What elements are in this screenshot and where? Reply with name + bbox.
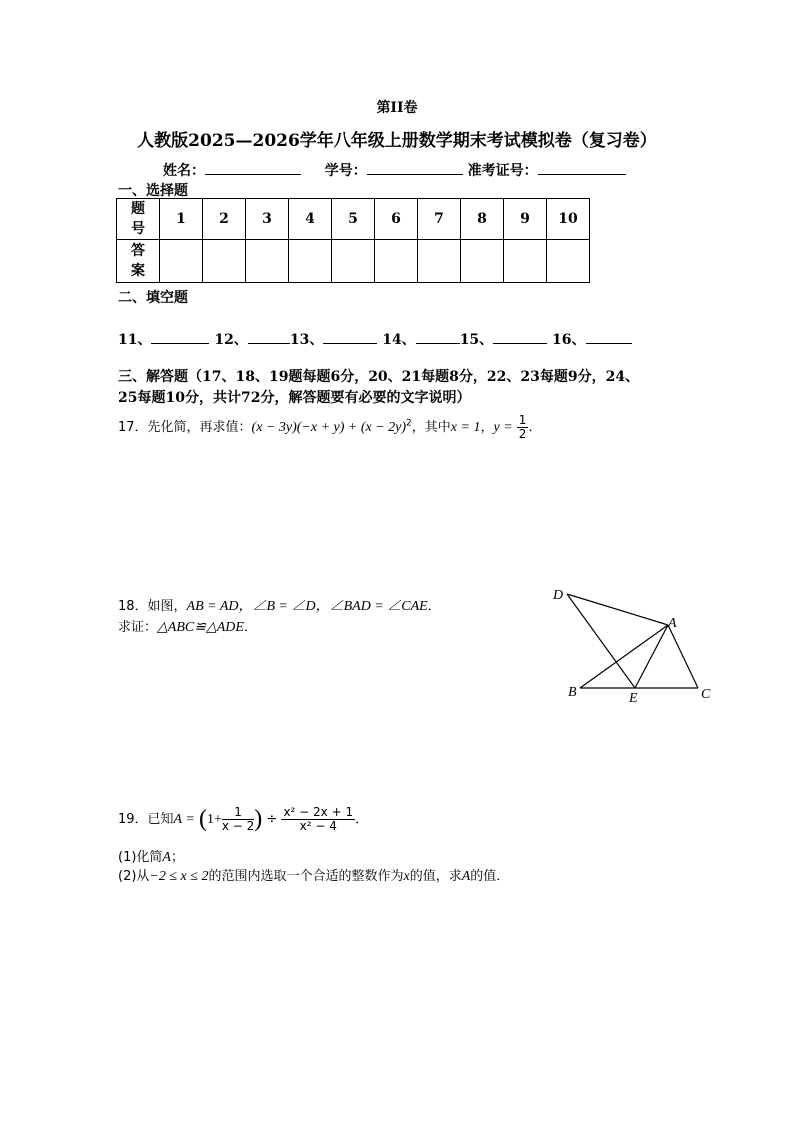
blank-label-14: 14、 [382, 332, 416, 348]
q19-f1-numerator: 1 [222, 806, 254, 820]
q17-y-denominator: 2 [518, 427, 527, 441]
answer-cell[interactable] [246, 240, 289, 283]
q19-fraction-2 [281, 806, 355, 833]
row1-header: 题 号 [117, 199, 160, 240]
segment-ae [635, 625, 668, 688]
q18-end2: ． [243, 620, 257, 635]
label-d: D [553, 588, 564, 603]
answer-cell[interactable] [461, 240, 504, 283]
blank-13[interactable] [323, 329, 377, 344]
q19-part1-prefix: (1)化简 [118, 850, 163, 865]
section2-title: 二、填空题 [118, 290, 188, 306]
q19-part2-prefix: (2)从 [118, 869, 150, 884]
q19-paren-close: ) [254, 806, 263, 832]
blank-label-12: 12、 [214, 332, 248, 348]
segment-de [567, 594, 635, 688]
question-19-part1 [118, 846, 184, 866]
blank-label-16: 16、 [552, 332, 586, 348]
question-18-line1 [118, 595, 441, 615]
qnum-cell: 5 [332, 199, 375, 240]
question-number-row [117, 199, 590, 240]
label-c: C [701, 687, 711, 702]
answer-table [116, 198, 590, 283]
answer-cell[interactable] [418, 240, 461, 283]
qnum-cell: 9 [504, 199, 547, 240]
segment-ba [580, 625, 668, 688]
q19-f1-denominator: x − 2 [221, 819, 255, 833]
question-17 [118, 414, 541, 441]
question-18-line2 [118, 616, 257, 636]
question-19 [118, 806, 368, 833]
exam-id-field[interactable] [538, 160, 626, 175]
q18-prefix: 18．如图， [118, 599, 187, 614]
label-a: A [668, 616, 677, 631]
q17-y-fraction [517, 414, 529, 441]
triangle-figure [545, 580, 725, 710]
answer-cell[interactable] [547, 240, 590, 283]
row2-header: 答 案 [117, 240, 160, 283]
qnum-cell: 7 [418, 199, 461, 240]
name-field[interactable] [205, 160, 301, 175]
q19-f2-denominator: x² − 4 [299, 819, 337, 833]
number-field[interactable] [367, 160, 463, 175]
q17-prefix: 17．先化简，再求值： [118, 420, 252, 435]
question-19-part2 [118, 865, 509, 885]
answer-cell[interactable] [203, 240, 246, 283]
q18-prove-statement: △ABC≌△ADE [157, 620, 244, 635]
answer-cell[interactable] [160, 240, 203, 283]
exam-id-label: 准考证号： [467, 163, 538, 179]
q17-x-value: x = 1 [450, 420, 481, 435]
q19-f2-numerator: x² − 2x + 1 [283, 805, 354, 819]
q19-fraction-1 [222, 806, 254, 833]
blank-label-13: 13、 [289, 332, 324, 348]
section3-title-line2: 25每题10分，共计72分，解答题要有必要的文字说明） [118, 390, 471, 406]
q17-y-label: y = [493, 420, 513, 435]
blank-15[interactable] [493, 329, 547, 344]
q17-sep: ， [480, 420, 494, 435]
answer-cell[interactable] [504, 240, 547, 283]
blank-16[interactable] [586, 329, 632, 344]
qnum-cell: 2 [203, 199, 246, 240]
label-b: B [568, 685, 577, 700]
q19-part2-end: 的值． [470, 869, 510, 884]
answer-cell[interactable] [289, 240, 332, 283]
q17-expression: (x − 3y)(−x + y) + (x − 2y) [251, 420, 407, 435]
blank-label-11: 11、 [118, 332, 152, 348]
q19-part2-mid2: 的值，求 [409, 869, 462, 884]
segment-ac [668, 625, 698, 688]
q18-prove-label: 求证： [118, 620, 158, 635]
qnum-cell: 1 [160, 199, 203, 240]
segment-da [567, 594, 668, 625]
number-label: 学号： [324, 163, 367, 179]
blank-11[interactable] [151, 329, 209, 344]
q19-part1-end: ； [170, 850, 184, 865]
q19-part1-var: A [162, 850, 171, 865]
q19-part2-var: x [403, 869, 410, 884]
q19-prefix: 19．已知 [118, 812, 174, 827]
qnum-cell: 3 [246, 199, 289, 240]
q19-one-plus: 1+ [206, 812, 222, 827]
answer-cell[interactable] [332, 240, 375, 283]
q19-part2-mid: 的范围内选取一个合适的整数作为 [208, 869, 404, 884]
q19-part2-var2: A [461, 869, 471, 884]
q18-end1: ． [427, 599, 441, 614]
student-info [163, 160, 626, 180]
q19-part2-range: −2 ≤ x ≤ 2 [149, 869, 209, 884]
name-label: 姓名： [163, 163, 205, 179]
q17-exponent: 2 [406, 418, 412, 429]
blank-label-15: 15、 [459, 332, 494, 348]
q17-end: ． [528, 420, 542, 435]
section1-title: 一、选择题 [118, 183, 188, 199]
qnum-cell: 10 [547, 199, 590, 240]
section3-title-line1: 三、解答题（17、18、19题每题6分，20、21每题8分，22、23每题9分，24、 [118, 369, 640, 385]
fill-blanks [118, 329, 632, 349]
q19-divide: ÷ [266, 812, 278, 827]
q17-mid: ，其中 [411, 420, 451, 435]
q19-paren-open: ( [198, 806, 207, 832]
label-e: E [629, 691, 638, 706]
blank-12[interactable] [248, 329, 290, 344]
exam-title: 人教版2025—2026学年八年级上册数学期末考试模拟卷（复习卷） [137, 131, 657, 151]
q19-end: ． [355, 812, 369, 827]
q18-given: AB = AD，∠B = ∠D，∠BAD = ∠CAE [186, 599, 428, 614]
answer-row [117, 240, 590, 283]
answer-cell[interactable] [375, 240, 418, 283]
qnum-cell: 4 [289, 199, 332, 240]
qnum-cell: 6 [375, 199, 418, 240]
blank-14[interactable] [416, 329, 460, 344]
q17-y-numerator: 1 [518, 413, 527, 427]
volume-label: 第II卷 [376, 100, 418, 116]
qnum-cell: 8 [461, 199, 504, 240]
q19-lhs: A = [173, 812, 195, 827]
